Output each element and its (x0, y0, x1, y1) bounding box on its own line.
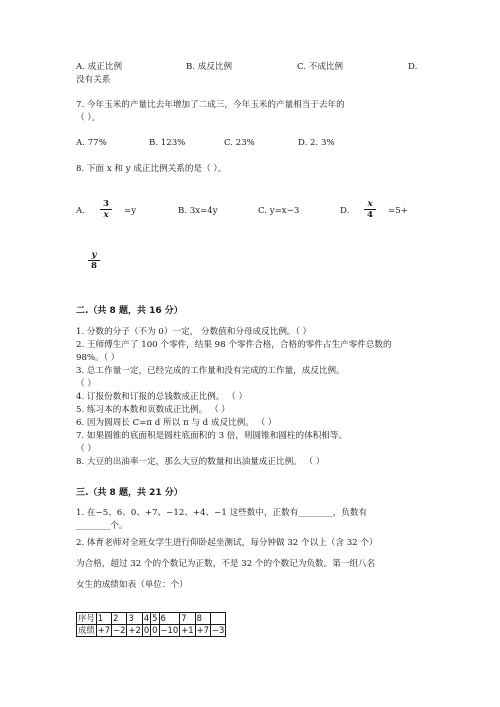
q8-option-a-label: A. (76, 206, 85, 216)
q8-option-d-cont-numerator: y (88, 250, 100, 261)
table-cell: −3 (211, 625, 225, 635)
section-2-line: 5. 练习本的本数和页数成正比例。 （ ） (76, 405, 230, 415)
section-2-line: 1. 分数的分子（不为 0）一定， 分数值和分母成反比例。（ ） (76, 327, 312, 337)
section-3-q2-line2: 为合格，超过 32 个的个数记为正数，不是 32 个的个数记为负数。第一组八名 (76, 559, 376, 569)
table-cell: −2 (113, 625, 126, 635)
table-cell: 6 (159, 613, 180, 625)
table-cell: −10 (160, 625, 179, 635)
section-2-line: （ ） (76, 444, 96, 454)
table-cell: 5 (152, 613, 158, 623)
q8-option-d-label: D. (340, 206, 350, 216)
q7-answer-blank: （ ）。 (76, 113, 101, 123)
table-cell: +7 (97, 625, 111, 635)
q8-option-a-fraction (100, 199, 112, 221)
section-3-q1-line2: ________个。 (76, 521, 128, 531)
section-2-line: 8. 大豆的出油率一定，那么大豆的数量和出油量成正比例。 （ ） (76, 457, 325, 467)
q8-stem: 8. 下面 x 和 y 成正比例关系的是（ ）。 (76, 164, 227, 174)
section-3-q2-line1: 2. 体育老师对全班女学生进行仰卧起坐测试，每分钟做 32 个以上（含 32 个） (76, 538, 378, 548)
q8-option-d-denominator: 4 (367, 210, 373, 220)
section-2-line: 2. 王师傅生产了 100 个零件，结果 98 个零件合格，合格的零件占生产零件总数的 (76, 340, 392, 350)
q8-option-a-denominator: x (103, 210, 109, 220)
table-cell: 0 (152, 625, 158, 635)
q7-option-c: C. 23% (224, 138, 255, 148)
q8-option-c: C. y=x−3 (258, 206, 300, 216)
table-cell: 8 (195, 613, 210, 625)
q6-option-c: C. 不成比例 (297, 62, 344, 72)
q8-option-d-cont-denominator: 8 (91, 261, 97, 271)
section-2-line: 4. 订报份数和订报的总钱数成正比例。 （ ） (76, 392, 248, 402)
q8-option-d-fraction-cont (88, 250, 100, 272)
table-cell: 0 (143, 625, 150, 635)
q8-option-b: B. 3x=4y (178, 206, 218, 216)
table-cell: 2 (112, 613, 127, 625)
section-3-q2-line3: 女生的成绩如表（单位：个） (76, 580, 188, 590)
q8-option-d-fraction (364, 199, 376, 221)
q6-option-d-text: 没有关系 (76, 75, 111, 85)
table-cell (210, 613, 225, 625)
scores-table (76, 612, 226, 637)
table-header-cell: 序号 (78, 613, 95, 623)
table-cell: +1 (181, 625, 194, 635)
q7-option-d: D. 2. 3% (298, 138, 335, 148)
q7-stem: 7. 今年玉米的产量比去年增加了二成三，今年玉米的产量相当于去年的 (76, 100, 345, 110)
q7-option-b: B. 123% (149, 138, 186, 148)
section-3-q1-line1: 1. 在−5、6、0、+7、−12、+4、−1 这些数中，正数有________，负数有 (76, 508, 368, 518)
q8-option-a-numerator: 3 (100, 199, 112, 210)
section-2-line: 98%。（ ） (76, 353, 120, 363)
q8-option-d-rest: =5+ (388, 206, 408, 216)
table-cell: +7 (196, 625, 209, 635)
table-row (77, 625, 226, 637)
table-cell: 1 (96, 613, 111, 625)
table-cell: 7 (180, 613, 195, 625)
section-2-line: 6. 因为圆周长 C=π d 所以 π 与 d 成反比例。 （ ） (76, 418, 277, 428)
section-2-heading: 二.（共 8 题，共 16 分） (76, 306, 183, 316)
q8-option-d-numerator: x (364, 199, 376, 210)
table-cell: +2 (128, 625, 141, 635)
q7-option-a: A. 77% (76, 138, 107, 148)
section-3-heading: 三.（共 8 题，共 21 分） (76, 488, 183, 498)
q6-option-a: A. 成正比例 (76, 62, 123, 72)
q6-option-d: D. (408, 62, 418, 72)
table-cell: 4 (143, 613, 150, 623)
section-2-line: 3. 总工作量一定，已经完成的工作量和没有完成的工作量，成反比例。 (76, 366, 345, 376)
table-cell: 3 (127, 613, 142, 625)
q6-option-b: B. 成反比例 (186, 62, 233, 72)
table-header-cell: 成绩 (78, 625, 95, 635)
table-row (77, 613, 226, 625)
section-2-line: 7. 如果圆锥的底面积是圆柱底面积的 3 倍，则圆锥和圆柱的体积相等。 (76, 431, 348, 441)
section-2-line: （ ） (76, 379, 96, 389)
q8-option-a-rest: =y (124, 206, 137, 216)
